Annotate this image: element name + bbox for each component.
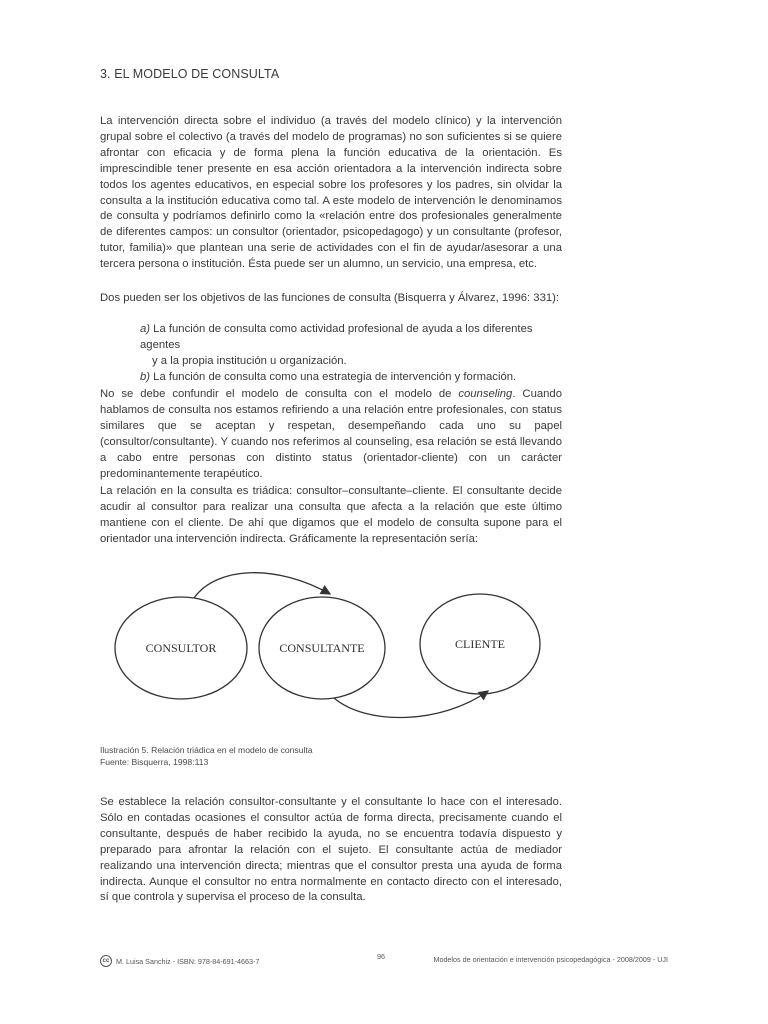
creative-commons-icon: cc	[100, 955, 112, 967]
paragraph-triadic: La relación en la consulta es triádica: consultor–consultante–cliente. El consultante decide acudir al consultor para realizar una consulta que afecta a la relación que este último mantiene con el cliente. De ahí que digamos que el modelo de consulta supone para el orientador una intervención indirecta. Gráficamente la representación sería:	[100, 485, 562, 545]
paragraph-objectives: Dos pueden ser los objetivos de las funciones de consulta (Bisquerra y Álvarez, 1996: 331):	[100, 292, 560, 304]
paragraph-relationship: Se establece la relación consultor-consultante y el consultante lo hace con el interesado. Sólo en contadas ocasiones el consultor actúa de forma directa, precisamente cuando el consultante, después de haber recibido la ayuda, no se encuentra todavía dispuesto y preparado para afrontar la relación con el sujeto. El consultante actúa de mediador realizando una intervención directa; mientras que el consultor presta una ayuda de forma indirecta. Aunque el consultor no entra normalmente en contacto directo con el interesado, sí que controla y supervisa el proceso de la consulta.	[100, 796, 562, 904]
counseling-term: counseling	[458, 388, 513, 400]
author-isbn: M. Luisa Sanchiz - ISBN: 978-84-691-4663-7	[116, 956, 260, 966]
caption-title: Ilustración 5. Relación triádica en el modelo de consulta	[100, 745, 313, 755]
footer-publication: Modelos de orientación e intervención psicopedagógica - 2008/2009 - UJI	[433, 955, 668, 964]
list-marker: a)	[140, 323, 151, 335]
paragraph-intro: La intervención directa sobre el individuo (a través del modelo clínico) y la intervención grupal sobre el colectivo (a través del modelo de programas) no son suficientes si se quiere afrontar con eficacia y de forma plena la función educativa de la orientación. Es imprescindible tener presente en esa acción orientadora a la intervención indirecta sobre todos los agentes educativos, en especial sobre los profesores y los padres, sin olvidar la consulta a la institución educativa como tal. A este modelo de intervención le denominamos de consulta y podríamos definirlo como la «relación entre dos profesionales generalmente de diferentes campos: un consultor (orientador, psicopedagogo) y un consultante (profesor, tutor, familia)» que plantean una serie de actividades con el fin de ayudar/asesorar a una tercera persona o institución. Ésta puede ser un alumno, un servicio, una empresa, etc.	[100, 115, 562, 271]
consultor-label: CONSULTOR	[145, 641, 217, 655]
consultante-to-cliente-arrow	[334, 691, 488, 717]
page-number: 96	[377, 952, 385, 961]
section-heading: 3. EL MODELO DE CONSULTA	[100, 67, 280, 81]
paragraph-counseling	[100, 387, 562, 482]
figure-caption	[100, 744, 313, 768]
list-marker: b)	[140, 370, 151, 383]
consultor-to-consultante-arrow	[194, 573, 330, 598]
list-item-text: La función de consulta como actividad profesional de ayuda a los diferentes agentes	[140, 323, 533, 351]
footer-author	[100, 955, 259, 967]
list-item	[140, 370, 562, 386]
list-item-text: La función de consulta como una estrategia de intervención y formación.	[150, 370, 517, 383]
paragraph-counseling-part1: No se debe confundir el modelo de consulta con el modelo de	[100, 388, 459, 400]
triadic-relationship-diagram	[112, 566, 552, 724]
consultante-label: CONSULTANTE	[279, 641, 365, 655]
paragraph-counseling-part2: . Cuando hablamos de consulta nos estamos refiriendo a una relación entre profesionales, con status similares que se aceptan y respetan, desempeñando cada uno su papel (consultor/consultante). Y cuando nos referimos al counseling, esa relación se está llevando a cabo entre personas con distinto status (orientador-cliente) con un carácter predominantemente terapéutico.	[100, 388, 562, 480]
objectives-list	[140, 322, 562, 386]
list-item-continuation: y a la propia institución u organización.	[152, 354, 347, 367]
cliente-label: CLIENTE	[455, 637, 505, 651]
list-item	[140, 322, 562, 370]
caption-source: Fuente: Bisquerra, 1998:113	[100, 757, 209, 767]
